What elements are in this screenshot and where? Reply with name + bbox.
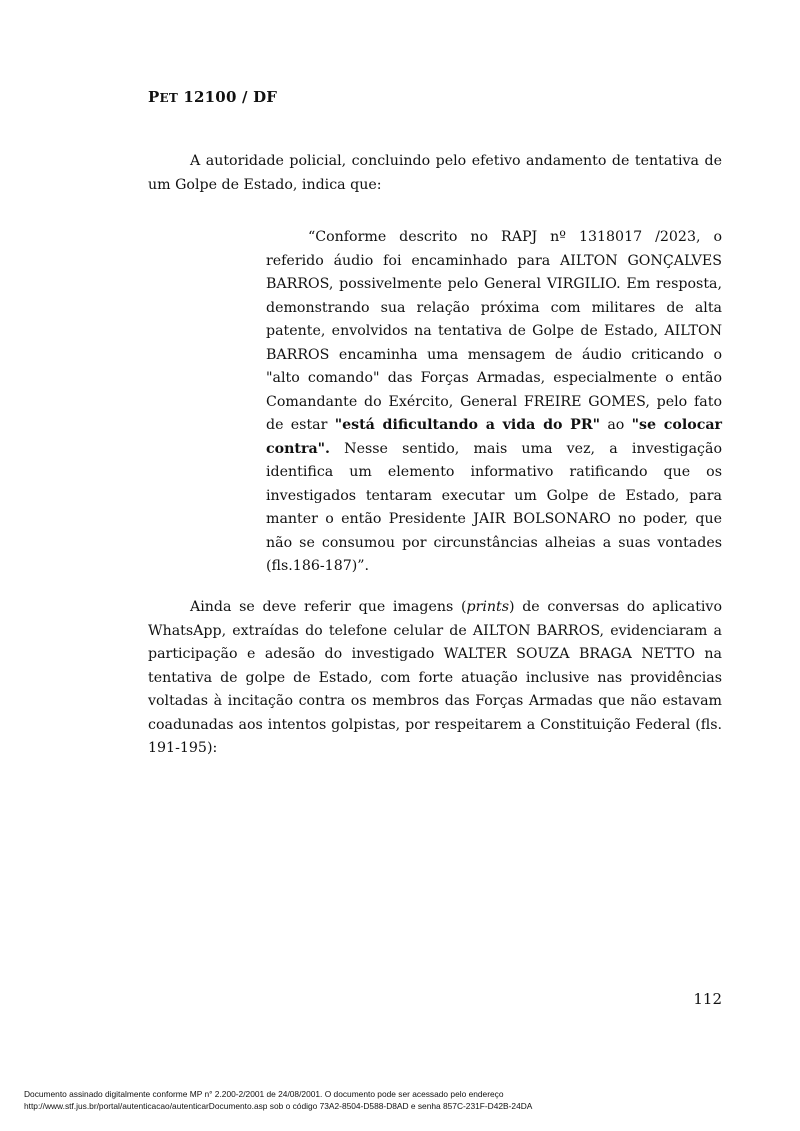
quote-text-2: ao — [600, 417, 632, 433]
quote-text-1: “Conforme descrito no RAPJ nº 1318017 /2023, o referido áudio foi encaminhado para AILTON GONÇALVES BARROS, possivelmente pelo General VIRGILIO. Em resposta, demonstrando sua relação próxima com militares de alta patente, envolvidos na tentativa de Golpe de Estado, AILTON BARROS encaminha uma mensagem de áudio criticando o "alto comando" das Forças Armadas, especialmente o então Comandante do Exército, General FREIRE GOMES, pelo fato de estar — [266, 229, 722, 433]
footer-line-1: Documento assinado digitalmente conforme MP n° 2.200-2/2001 de 24/08/2001. O documento pode ser acessado pelo endereço — [24, 1089, 504, 1099]
footer-line-2: http://www.stf.jus.br/portal/autenticacao/autenticarDocumento.asp sob o código 73A2-8504-D588-D8AD e senha 857C-231F-D42B-24DA — [24, 1101, 533, 1111]
quote-text-3: Nesse sentido, mais uma vez, a investigação identifica um elemento informativo ratificando que os investigados tentaram executar um Golpe de Estado, para manter o então Presidente JAIR BOLSONARO no poder, que não se consumou por circunstâncias alheias a suas vontades (fls.186-187)”. — [266, 440, 722, 574]
header-case-ref: 12100 / DF — [177, 88, 278, 106]
quote-bold-2: "se colocar contra". — [266, 417, 723, 457]
paragraph-whatsapp — [148, 596, 722, 761]
page-number: 112 — [693, 990, 722, 1008]
quote-bold-1: "está dificultando a vida do PR" — [334, 417, 601, 433]
paragraph-intro-text: A autoridade policial, concluindo pelo efetivo andamento de tentativa de um Golpe de Estado, indica que: — [148, 153, 722, 193]
paragraph-whatsapp-text-1: Ainda se deve referir que imagens ( — [190, 599, 467, 615]
header-pet-rest: ET — [159, 91, 178, 105]
paragraph-intro — [148, 150, 722, 197]
signature-footer — [24, 1088, 532, 1112]
paragraph-whatsapp-text-2: ) de conversas do aplicativo WhatsApp, extraídas do telefone celular de AILTON BARROS, evidenciaram a participação e adesão do investigado WALTER SOUZA BRAGA NETTO na tentativa de golpe de Estado, com forte atuação inclusive nas providências voltadas à incitação contra os membros das Forças Armadas que não estavam coadunadas aos intentos golpistas, por respeitarem a Constituição Federal (fls. 191-195): — [148, 599, 722, 756]
block-quote — [266, 226, 722, 579]
header-pet-initial: P — [148, 88, 160, 106]
page-header — [148, 88, 277, 106]
paragraph-whatsapp-italic: prints — [466, 599, 510, 615]
